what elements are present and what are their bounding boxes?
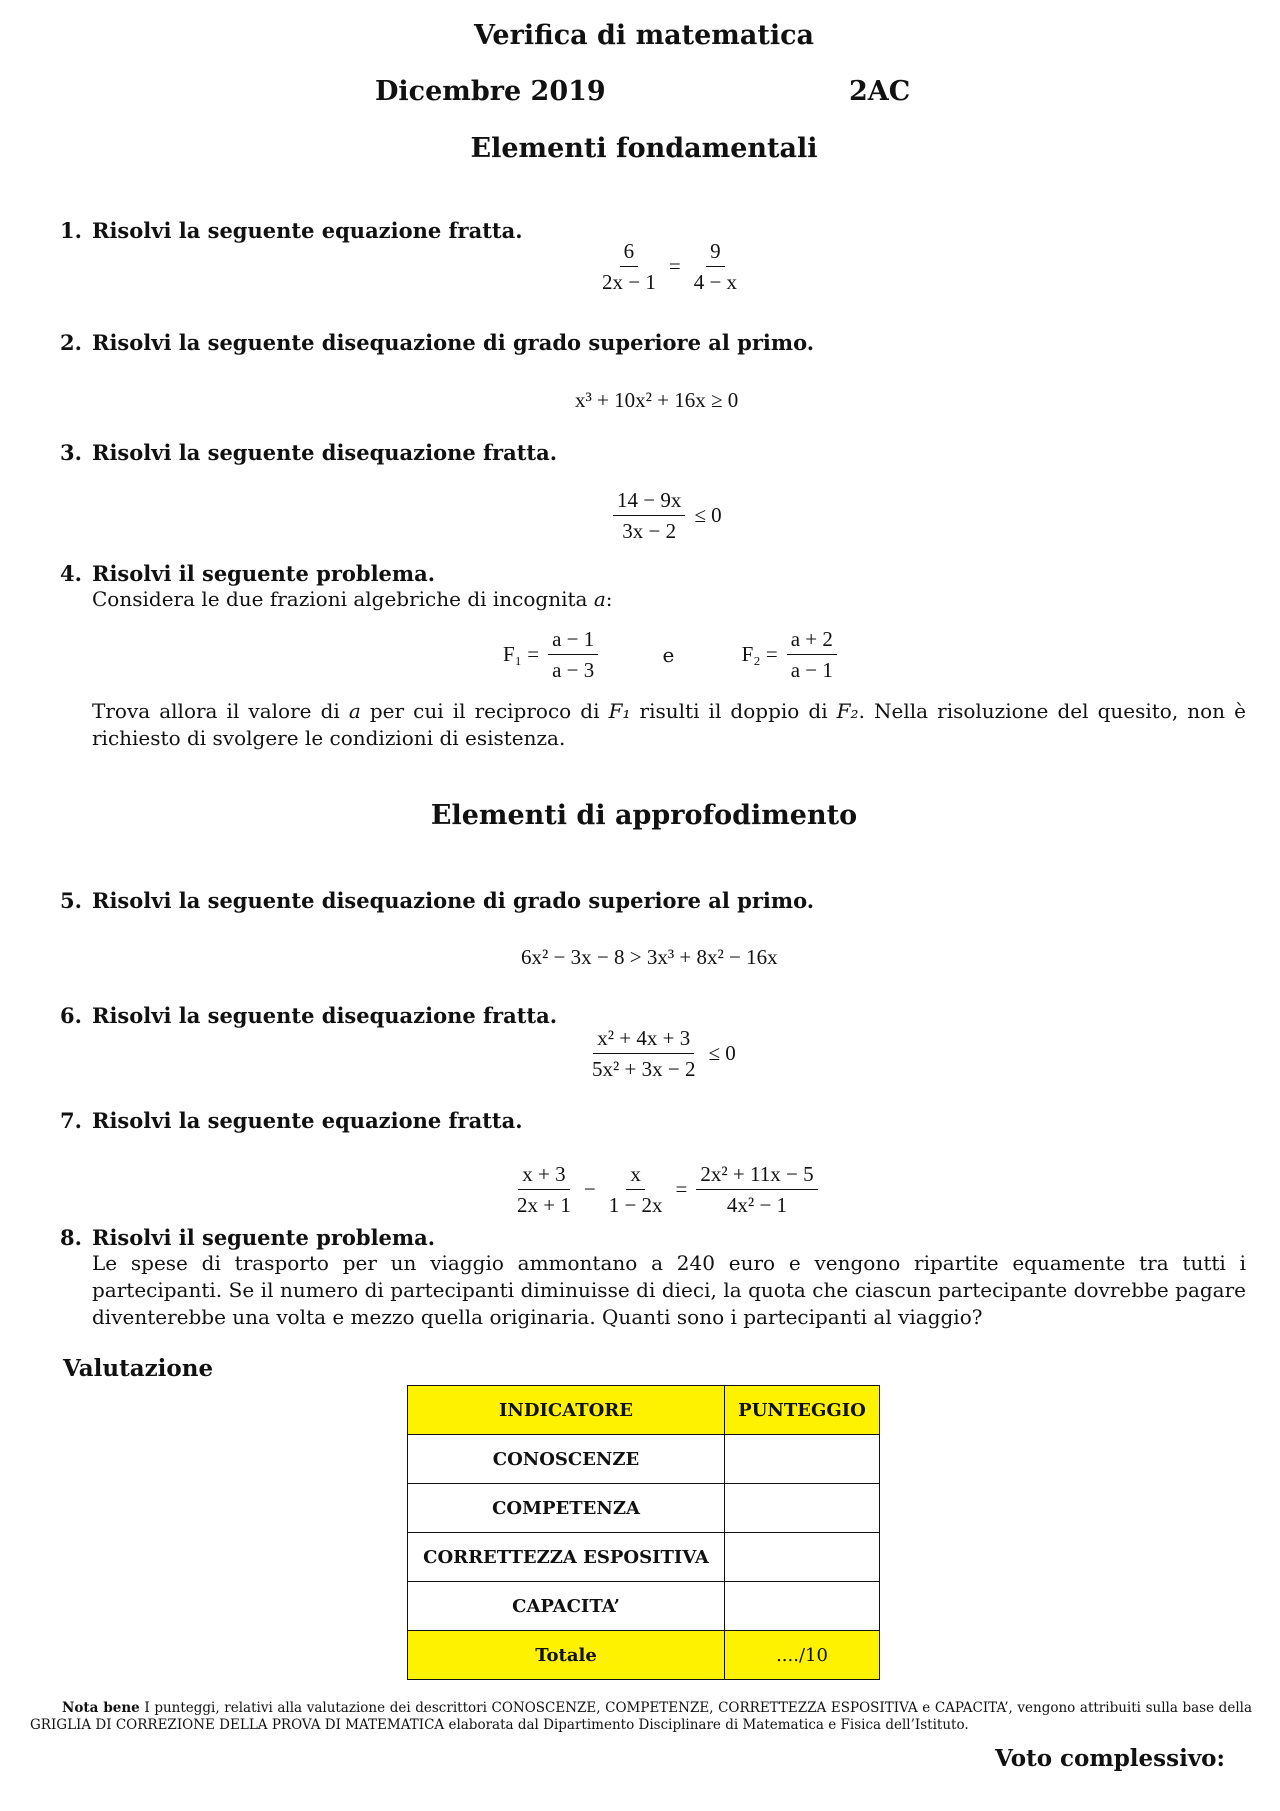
question-4 bbox=[60, 561, 435, 586]
question-title: Risolvi il seguente problema. bbox=[92, 561, 436, 586]
equation-q7 bbox=[510, 1161, 821, 1218]
question-2 bbox=[60, 330, 814, 355]
numerator: x bbox=[626, 1161, 645, 1190]
fractions-q4 bbox=[497, 626, 840, 683]
table-row bbox=[408, 1435, 880, 1484]
relation: ≤ 0 bbox=[708, 1041, 736, 1065]
denominator: a − 1 bbox=[790, 658, 833, 682]
question-title: Risolvi la seguente equazione fratta. bbox=[92, 1108, 523, 1133]
question-number: 1. bbox=[60, 218, 82, 243]
question-title: Risolvi il seguente problema. bbox=[92, 1225, 436, 1250]
denominator: a − 3 bbox=[552, 658, 595, 682]
body-part: Trova allora il valore di bbox=[92, 699, 340, 723]
question-number: 2. bbox=[60, 330, 82, 355]
row-label: COMPETENZA bbox=[408, 1484, 725, 1533]
variable: a bbox=[593, 587, 606, 611]
body-part: . Nella risoluzione del quesito, non è richiesto di svolgere le condizioni di esistenza. bbox=[92, 699, 1246, 750]
question-number: 4. bbox=[60, 561, 82, 586]
question-5 bbox=[60, 888, 814, 913]
denominator: 4x² − 1 bbox=[726, 1193, 788, 1217]
equals-sign: = bbox=[668, 254, 681, 278]
inequality-q2: x³ + 10x² + 16x ≥ 0 bbox=[575, 388, 739, 412]
final-grade-label: Voto complessivo: bbox=[995, 1745, 1226, 1772]
question-number: 8. bbox=[60, 1225, 82, 1250]
evaluation-title: Valutazione bbox=[63, 1355, 214, 1382]
question-number: 6. bbox=[60, 1003, 82, 1028]
numerator: 6 bbox=[620, 238, 639, 267]
table-row bbox=[408, 1533, 880, 1582]
question-number: 3. bbox=[60, 440, 82, 465]
denominator: 1 − 2x bbox=[608, 1193, 663, 1217]
question-4-intro: Considera le due frazioni algebriche di incognita a: bbox=[92, 587, 613, 611]
row-score bbox=[725, 1533, 880, 1582]
footnote bbox=[30, 1700, 1252, 1734]
equation-q1 bbox=[595, 238, 744, 295]
header-punteggio: PUNTEGGIO bbox=[725, 1386, 880, 1435]
f1-label: F₁ = bbox=[503, 642, 540, 666]
row-label: CAPACITA’ bbox=[408, 1582, 725, 1631]
variable: a bbox=[348, 699, 361, 723]
fraction bbox=[548, 626, 598, 683]
table-header-row bbox=[408, 1386, 880, 1435]
variable: F₂ bbox=[836, 699, 859, 723]
inequality-q5: 6x² − 3x − 8 > 3x³ + 8x² − 16x bbox=[521, 945, 778, 969]
row-score bbox=[725, 1435, 880, 1484]
fraction bbox=[605, 1161, 667, 1218]
table-row bbox=[408, 1582, 880, 1631]
page-title: Verifica di matematica bbox=[473, 20, 815, 51]
numerator: 2x² + 11x − 5 bbox=[696, 1161, 817, 1190]
section-title-approfondimento: Elementi di approfodimento bbox=[430, 800, 858, 831]
f2-label: F₂ = bbox=[741, 642, 778, 666]
test-date: Dicembre 2019 bbox=[375, 76, 606, 107]
fraction bbox=[696, 1161, 817, 1218]
section-title-fondamentali: Elementi fondamentali bbox=[470, 133, 818, 164]
denominator: 4 − x bbox=[693, 270, 738, 294]
question-4-body bbox=[92, 698, 1246, 752]
question-title: Risolvi la seguente disequazione di grado superiore al primo. bbox=[92, 888, 815, 913]
minus-sign: − bbox=[583, 1177, 596, 1201]
question-title: Risolvi la seguente disequazione di grado superiore al primo. bbox=[92, 330, 815, 355]
denominator: 2x + 1 bbox=[517, 1193, 571, 1217]
total-label: Totale bbox=[408, 1631, 725, 1680]
row-label: CORRETTEZZA ESPOSITIVA bbox=[408, 1533, 725, 1582]
body-part: per cui il reciproco di bbox=[369, 699, 600, 723]
header-indicatore: INDICATORE bbox=[408, 1386, 725, 1435]
inequality-q6 bbox=[585, 1025, 742, 1082]
fraction bbox=[513, 1161, 575, 1218]
question-1 bbox=[60, 218, 523, 243]
note-label: Nota bene bbox=[62, 1700, 140, 1716]
fraction bbox=[787, 626, 837, 683]
evaluation-table bbox=[407, 1385, 880, 1680]
row-score bbox=[725, 1484, 880, 1533]
numerator: 9 bbox=[706, 238, 725, 267]
question-number: 5. bbox=[60, 888, 82, 913]
class-label: 2AC bbox=[849, 76, 911, 107]
numerator: x + 3 bbox=[518, 1161, 569, 1190]
numerator: x² + 4x + 3 bbox=[593, 1025, 694, 1054]
row-score bbox=[725, 1582, 880, 1631]
denominator: 2x − 1 bbox=[602, 270, 656, 294]
total-value: ..../10 bbox=[725, 1631, 880, 1680]
question-title: Risolvi la seguente disequazione fratta. bbox=[92, 1003, 558, 1028]
variable: F₁ bbox=[608, 699, 631, 723]
intro-text: Considera le due frazioni algebriche di incognita bbox=[92, 587, 588, 611]
numerator: a − 1 bbox=[548, 626, 598, 655]
fraction bbox=[588, 1025, 699, 1082]
numerator: 14 − 9x bbox=[613, 487, 685, 516]
connector-text: e bbox=[662, 642, 675, 667]
table-row bbox=[408, 1484, 880, 1533]
body-part: risulti il doppio di bbox=[639, 699, 828, 723]
fraction bbox=[690, 238, 741, 295]
question-6 bbox=[60, 1003, 557, 1028]
equals-sign: = bbox=[675, 1177, 688, 1201]
numerator: a + 2 bbox=[787, 626, 837, 655]
fraction bbox=[613, 487, 685, 544]
denominator: 3x − 2 bbox=[622, 519, 677, 543]
question-number: 7. bbox=[60, 1108, 82, 1133]
question-8-body: Le spese di trasporto per un viaggio ammontano a 240 euro e vengono ripartite equamente tra tutti i partecipanti. Se il numero di partecipanti diminuisse di dieci, la quota che ciascun partecipante dovrebbe pagare diventerebbe una volta e mezzo quella originaria. Quanti sono i partecipanti al viaggio? bbox=[92, 1251, 1246, 1329]
question-8 bbox=[60, 1225, 435, 1250]
question-7 bbox=[60, 1108, 523, 1133]
fraction bbox=[598, 238, 660, 295]
total-row bbox=[408, 1631, 880, 1680]
question-3 bbox=[60, 440, 557, 465]
relation: ≤ 0 bbox=[694, 503, 722, 527]
row-label: CONOSCENZE bbox=[408, 1435, 725, 1484]
note-text: I punteggi, relativi alla valutazione dei descrittori CONOSCENZE, COMPETENZE, CORRETTEZZA ESPOSITIVA e CAPACITA’, vengono attribuiti sulla base della GRIGLIA DI CORREZIONE DELLA PROVA DI MATEMATICA elaborata dal Dipartimento Disciplinare di Matematica e Fisica dell’Istituto. bbox=[30, 1700, 1253, 1733]
denominator: 5x² + 3x − 2 bbox=[592, 1057, 696, 1081]
question-title: Risolvi la seguente disequazione fratta. bbox=[92, 440, 558, 465]
question-title: Risolvi la seguente equazione fratta. bbox=[92, 218, 523, 243]
inequality-q3 bbox=[610, 487, 728, 544]
